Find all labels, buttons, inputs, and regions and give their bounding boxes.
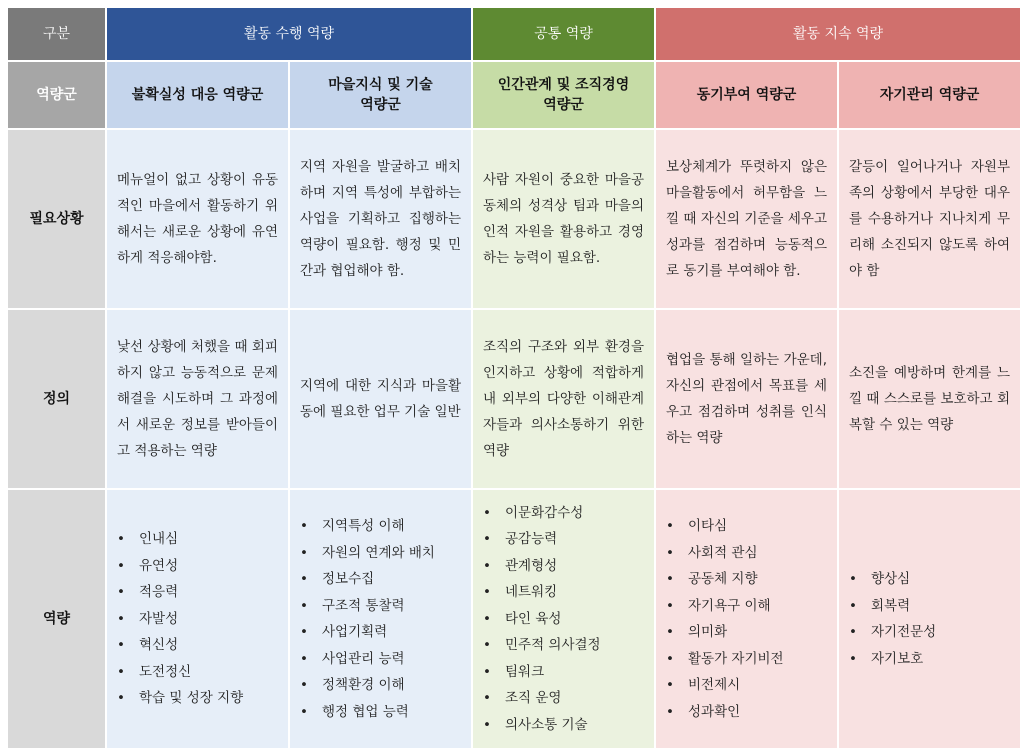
competency-item: • 자발성	[139, 606, 243, 633]
competency-item: • 의미화	[688, 619, 784, 646]
definition-col1: 낯선 상황에 처했을 때 회피하지 않고 능동적으로 문제해결을 시도하며 그 과정에서 새로운 정보를 받아들이고 적용하는 역량	[107, 310, 288, 488]
competency-item: • 향상심	[871, 566, 936, 593]
competency-item: • 자기전문성	[871, 619, 936, 646]
competency-item: • 팀워크	[505, 659, 601, 686]
competency-item: • 네트워킹	[505, 579, 601, 606]
competency-col4	[656, 490, 837, 748]
subheader-col5: 자기관리 역량군	[839, 62, 1020, 128]
competency-item: • 공감능력	[505, 526, 601, 553]
header-activity-performance: 활동 수행 역량	[107, 8, 471, 60]
competency-item: • 회복력	[871, 593, 936, 620]
competency-item: • 적응력	[139, 579, 243, 606]
competency-item: • 사회적 관심	[688, 540, 784, 567]
competency-col2	[290, 490, 471, 748]
competency-item: • 학습 및 성장 지향	[139, 685, 243, 712]
competency-col1	[107, 490, 288, 748]
row-label-definition: 정의	[8, 310, 105, 488]
header-common: 공통 역량	[473, 8, 654, 60]
competency-item: • 유연성	[139, 553, 243, 580]
competency-item: • 자원의 연계와 배치	[322, 540, 435, 567]
competency-item: • 지역특성 이해	[322, 513, 435, 540]
situation-col5: 갈등이 일어나거나 자원부족의 상황에서 부당한 대우를 수용하거나 지나치게 무리해 소진되지 않도록 하여야 함	[839, 130, 1020, 308]
row-label-situation: 필요상황	[8, 130, 105, 308]
competency-col5	[839, 490, 1020, 748]
situation-col3: 사람 자원이 중요한 마을공동체의 성격상 팀과 마을의 인적 자원을 활용하고 경영하는 능력이 필요함.	[473, 130, 654, 308]
header-activity-sustain: 활동 지속 역량	[656, 8, 1020, 60]
competency-item: • 타인 육성	[505, 606, 601, 633]
subheader-col3: 인간관계 및 조직경영 역량군	[473, 62, 654, 128]
subheader-col4: 동기부여 역량군	[656, 62, 837, 128]
subheader-label: 역량군	[8, 62, 105, 128]
subheader-col1: 불확실성 대응 역량군	[107, 62, 288, 128]
situation-col4: 보상체계가 뚜렷하지 않은 마을활동에서 허무함을 느낄 때 자신의 기준을 세우고 성과를 점검하며 능동적으로 동기를 부여해야 함.	[656, 130, 837, 308]
competency-item: • 의사소통 기술	[505, 712, 601, 739]
situation-col2: 지역 자원을 발굴하고 배치하며 지역 특성에 부합하는 사업을 기획하고 집행하는 역량이 필요함. 행정 및 민간과 협업해야 함.	[290, 130, 471, 308]
competency-item: • 관계형성	[505, 553, 601, 580]
competency-table	[8, 8, 1018, 748]
competency-item: • 도전정신	[139, 659, 243, 686]
competency-item: • 자기보호	[871, 646, 936, 673]
competency-item: • 사업관리 능력	[322, 646, 435, 673]
competency-item: • 사업기획력	[322, 619, 435, 646]
competency-item: • 민주적 의사결정	[505, 632, 601, 659]
situation-col1: 메뉴얼이 없고 상황이 유동적인 마을에서 활동하기 위해서는 새로운 상황에 유연하게 적응해야함.	[107, 130, 288, 308]
subheader-col2: 마을지식 및 기술 역량군	[290, 62, 471, 128]
competency-item: • 비전제시	[688, 672, 784, 699]
competency-item: • 혁신성	[139, 632, 243, 659]
competency-item: • 행정 협업 능력	[322, 699, 435, 726]
competency-item: • 인내심	[139, 526, 243, 553]
competency-item: • 자기욕구 이해	[688, 593, 784, 620]
competency-item: • 공동체 지향	[688, 566, 784, 593]
definition-col3: 조직의 구조와 외부 환경을 인지하고 상황에 적합하게 내 외부의 다양한 이해관계자들과 의사소통하기 위한 역량	[473, 310, 654, 488]
competency-item: • 구조적 통찰력	[322, 593, 435, 620]
competency-item: • 정책환경 이해	[322, 672, 435, 699]
competency-item: • 이타심	[688, 513, 784, 540]
competency-col3	[473, 490, 654, 748]
definition-col2: 지역에 대한 지식과 마을활동에 필요한 업무 기술 일반	[290, 310, 471, 488]
header-category: 구분	[8, 8, 105, 60]
row-label-competency: 역량	[8, 490, 105, 748]
competency-item: • 정보수집	[322, 566, 435, 593]
competency-item: • 활동가 자기비전	[688, 646, 784, 673]
definition-col4: 협업을 통해 일하는 가운데, 자신의 관점에서 목표를 세우고 점검하며 성취를 인식하는 역량	[656, 310, 837, 488]
competency-item: • 성과확인	[688, 699, 784, 726]
competency-item: • 조직 운영	[505, 685, 601, 712]
competency-item: • 이문화감수성	[505, 500, 601, 527]
definition-col5: 소진을 예방하며 한계를 느낄 때 스스로를 보호하고 회복할 수 있는 역량	[839, 310, 1020, 488]
